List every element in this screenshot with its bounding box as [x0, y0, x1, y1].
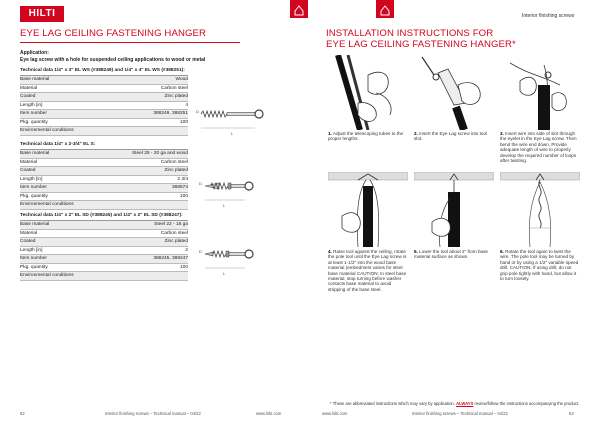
- page-title-left: EYE LAG CEILING FASTENING HANGER: [20, 28, 207, 39]
- footer-url-left[interactable]: www.hilti.com: [256, 411, 282, 416]
- step-4-illustration: [328, 172, 408, 247]
- row-key: Length [in]: [20, 176, 43, 182]
- row-value: 100: [179, 193, 188, 199]
- footnote-prefix: * These are abbreviated instructions which may vary by application.: [330, 401, 457, 406]
- row-key: Material: [20, 85, 38, 91]
- row-key: Coated: [20, 94, 36, 99]
- step-description: Lower the tool about 2" from base material surface as shown.: [414, 249, 488, 260]
- row-key: Pkg. quantity: [20, 264, 48, 270]
- step-number: 6.: [500, 249, 504, 254]
- row-key: Environmental conditions: [20, 128, 74, 133]
- table-row: [20, 159, 188, 168]
- row-value: Wood: [175, 77, 188, 82]
- footnote: [330, 401, 579, 406]
- hilti-logo: HILTI: [20, 6, 64, 22]
- row-key: Coated: [20, 168, 36, 173]
- row-value: Zinc plated: [164, 168, 188, 173]
- step-5-text: [414, 249, 494, 260]
- row-value: Steel 25 - 20 ga and wood: [131, 151, 188, 156]
- table-title: Technical data 1/4" x 2-3/4" EL S:: [20, 141, 188, 150]
- row-key: Pkg. quantity: [20, 193, 48, 199]
- footnote-always: ALWAYS: [456, 401, 474, 406]
- step-number: 3.: [500, 131, 504, 136]
- table-row: [20, 76, 188, 85]
- title-divider: [20, 42, 240, 43]
- length-label: L: [223, 203, 226, 208]
- table-row: [20, 238, 188, 247]
- application-text: Eye lag screw with a hole for suspended ceiling applications to wood or metal: [20, 57, 206, 63]
- diameter-label: D: [196, 109, 199, 114]
- step-4-text: [328, 249, 408, 292]
- application-label: Application:: [20, 50, 49, 56]
- row-value: Steel 22 - 16 ga: [154, 222, 188, 227]
- length-label: L: [223, 271, 226, 276]
- step-number: 5.: [414, 249, 418, 254]
- row-value: 388245, 388247: [153, 256, 188, 261]
- step-6-text: [500, 249, 580, 281]
- row-value: 388574: [171, 185, 188, 190]
- row-value: Zinc plated: [164, 239, 188, 244]
- screw-drawing-s: [195, 172, 275, 212]
- row-value: Carbon steel: [160, 230, 188, 236]
- row-value: 388249, 388251: [153, 111, 188, 116]
- diameter-label: D: [199, 181, 202, 186]
- step-description: Adjust the telescoping tubes to the proper lengths.: [328, 131, 404, 142]
- title-line-2: EYE LAG CEILING FASTENING HANGER*: [326, 39, 516, 50]
- step-1-illustration: [328, 55, 408, 130]
- step-2-text: [414, 131, 494, 142]
- table-row: [20, 127, 188, 136]
- table-row: [20, 255, 188, 264]
- row-value: 4: [185, 102, 188, 108]
- section-label: Interior finishing screws: [522, 13, 575, 19]
- row-key: Coated: [20, 239, 36, 244]
- table-row: [20, 247, 188, 256]
- table-row: [20, 272, 188, 281]
- table-row: [20, 85, 188, 94]
- footer-text-right: Interior finishing screws – Technical manual – 04/22: [412, 411, 508, 416]
- table-row: [20, 102, 188, 111]
- row-key: Length [in]: [20, 247, 43, 253]
- table-row: [20, 230, 188, 239]
- step-6-illustration: [500, 172, 580, 247]
- row-key: Material: [20, 230, 38, 236]
- row-key: Material: [20, 159, 38, 165]
- row-value: Zinc plated: [164, 94, 188, 99]
- table-row: [20, 221, 188, 230]
- row-key: Item number: [20, 185, 47, 190]
- table-row: [20, 184, 188, 193]
- row-value: 2 3/4: [177, 176, 188, 182]
- screw-insert-icon: [414, 55, 494, 130]
- ceiling-raise-icon: [328, 172, 408, 247]
- tech-table-3: [20, 212, 188, 281]
- tool-lower-icon: [414, 172, 494, 247]
- row-key: Base material: [20, 151, 50, 156]
- step-3-illustration: [500, 55, 580, 130]
- footer-url-right[interactable]: www.hilti.com: [322, 411, 348, 416]
- table-row: [20, 176, 188, 185]
- tech-table-2: [20, 141, 188, 210]
- row-value: 100: [179, 264, 188, 270]
- step-2-illustration: [414, 55, 494, 130]
- table-row: [20, 201, 188, 210]
- step-number: 4.: [328, 249, 332, 254]
- table-row: [20, 93, 188, 102]
- table-row: [20, 150, 188, 159]
- diameter-label: D: [199, 249, 202, 254]
- row-key: Length [in]: [20, 102, 43, 108]
- row-value: Carbon steel: [160, 159, 188, 165]
- step-description: Rotate the tool again to twist the wire. The pole tool may be turned by hand or by using a 1/2" variable speed drill. CAUTION: If using drill, do not grip pole tightly with hand, but allow it to turn loosely.: [500, 249, 579, 282]
- row-key: Base material: [20, 77, 50, 82]
- row-key: Base material: [20, 222, 50, 227]
- screw-drawing-ws: [195, 100, 275, 140]
- step-5-illustration: [414, 172, 494, 247]
- row-key: Environmental conditions: [20, 273, 74, 278]
- step-3-text: [500, 131, 580, 163]
- row-key: Item number: [20, 111, 47, 116]
- row-value: 100: [179, 119, 188, 125]
- table-row: [20, 119, 188, 128]
- table-title: Technical data 1/4" x 2" EL SD (#388245) and 1/4" x 2" EL SD (#388247):: [20, 212, 188, 221]
- screw-drawing-sd: [195, 240, 275, 280]
- step-description: Insert the Eye Lag screw into tool slot.: [414, 131, 488, 142]
- home-tab-icon: [376, 0, 394, 18]
- table-row: [20, 193, 188, 202]
- step-description: Raise tool against the ceiling, rotate the pole tool until the Eye Lag screw is at least 1-1/2" into the wood base material (embedment varies for steel base material CAUTION: In steel base material, stop turning before washer contacts base material to avoid stripping of the base steel.: [328, 249, 407, 292]
- footer-text-left: Interior finishing screws – Technical manual – 04/22: [105, 411, 201, 416]
- wire-twist-icon: [500, 172, 580, 247]
- page-title-right: [326, 28, 516, 50]
- page-number-left: 52: [20, 411, 25, 416]
- table-title: Technical data 1/4" x 3" EL WS (#388249) and 1/4" x 4" EL WS (#388251):: [20, 67, 188, 76]
- step-description: Insert wire into side of slot through the eyelet in the Eye Lag screw. Then bend the wire end down. Provide adequate length of wire to properly develop the required number of loops after twisting.: [500, 131, 577, 164]
- step-1-text: [328, 131, 408, 142]
- footnote-suffix: review/follow the instructions accompanying the product.: [473, 401, 580, 406]
- hand-tube-icon: [328, 55, 408, 130]
- step-number: 1.: [328, 131, 332, 136]
- row-value: 2: [185, 247, 188, 253]
- table-row: [20, 110, 188, 119]
- page-number-right: 53: [569, 411, 574, 416]
- table-row: [20, 167, 188, 176]
- title-line-1: INSTALLATION INSTRUCTIONS FOR: [326, 28, 494, 39]
- table-row: [20, 264, 188, 273]
- row-key: Item number: [20, 256, 47, 261]
- row-key: Pkg. quantity: [20, 119, 48, 125]
- home-tab-icon: [290, 0, 308, 18]
- row-key: Environmental conditions: [20, 202, 74, 207]
- tech-table-1: [20, 67, 188, 136]
- wire-insert-icon: [500, 55, 580, 130]
- row-value: Carbon steel: [160, 85, 188, 91]
- step-number: 2.: [414, 131, 418, 136]
- length-label: L: [231, 131, 234, 136]
